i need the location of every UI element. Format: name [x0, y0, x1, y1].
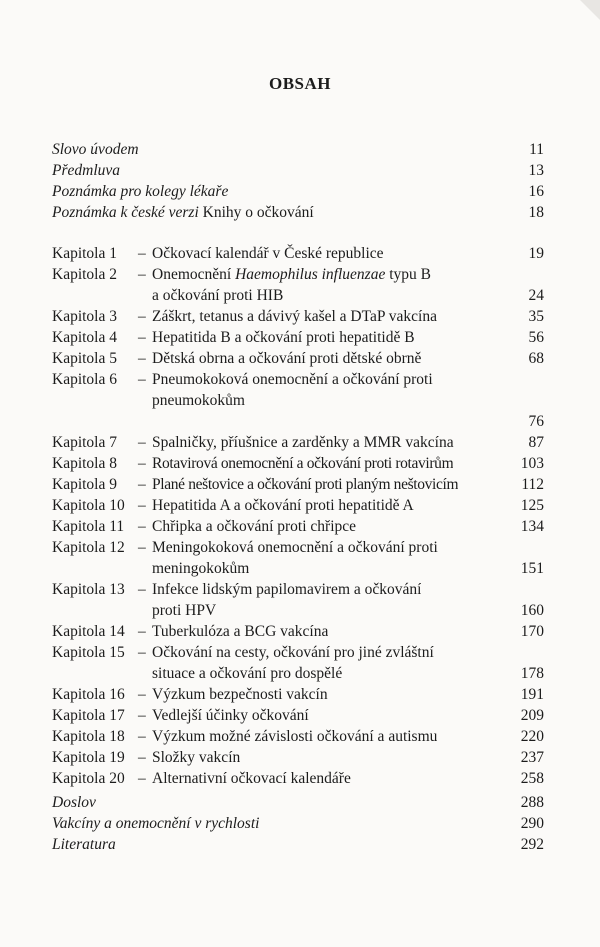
dash: – [138, 455, 146, 472]
page-number: 170 [520, 623, 544, 640]
chapter-title: Vedlejší účinky očkování [152, 707, 309, 724]
chapter-entry[interactable] [52, 621, 544, 642]
chapter-list [52, 243, 544, 789]
page-number: 220 [520, 728, 544, 745]
chapter-label: Kapitola 20 [52, 770, 125, 787]
chapter-label: Kapitola 11 [52, 518, 125, 535]
chapter-label: Kapitola 4 [52, 329, 117, 346]
toc-entry[interactable] [52, 813, 544, 834]
chapter-title-cont: proti HPV [152, 602, 217, 619]
chapter-title: Hepatitida B a očkování proti hepatitidě B [152, 329, 415, 346]
page-number: 112 [521, 476, 544, 493]
entry-title: Literatura [52, 836, 116, 853]
back-matter-list [52, 792, 544, 855]
chapter-entry[interactable] [52, 684, 544, 705]
toc-entry[interactable] [52, 139, 544, 160]
dash: – [138, 728, 146, 745]
page-number: 76 [528, 413, 544, 430]
chapter-title-cont: pneumokokům [152, 392, 245, 409]
page-number: 56 [528, 329, 544, 346]
page-number: 13 [528, 162, 544, 179]
chapter-entry[interactable] [52, 432, 544, 453]
chapter-label: Kapitola 6 [52, 371, 117, 388]
chapter-entry[interactable] [52, 369, 544, 432]
chapter-label: Kapitola 15 [52, 644, 125, 661]
page-number: 178 [520, 665, 544, 682]
chapter-entry[interactable] [52, 264, 544, 306]
dash: – [138, 581, 146, 598]
dash: – [138, 434, 146, 451]
front-matter-list [52, 139, 544, 223]
chapter-entry[interactable] [52, 726, 544, 747]
page-number: 237 [520, 749, 544, 766]
chapter-entry[interactable] [52, 705, 544, 726]
dash: – [138, 245, 146, 262]
chapter-entry[interactable] [52, 537, 544, 579]
dash: – [138, 371, 146, 388]
page-number: 87 [528, 434, 544, 451]
chapter-entry[interactable] [52, 516, 544, 537]
dash: – [138, 770, 146, 787]
chapter-title: Infekce lidským papilomavirem a očkování [152, 581, 422, 598]
chapter-title: Očkovací kalendář v České republice [152, 245, 384, 262]
chapter-label: Kapitola 7 [52, 434, 117, 451]
chapter-label: Kapitola 5 [52, 350, 117, 367]
chapter-title: Složky vakcín [152, 749, 241, 766]
entry-title: Doslov [52, 794, 96, 811]
page-number: 292 [520, 836, 544, 853]
chapter-entry[interactable] [52, 327, 544, 348]
chapter-label: Kapitola 16 [52, 686, 125, 703]
chapter-title-cont: a očkování proti HIB [152, 287, 284, 304]
chapter-label: Kapitola 18 [52, 728, 125, 745]
page-number: 258 [520, 770, 544, 787]
page-number: 191 [520, 686, 544, 703]
page-number: 35 [528, 308, 544, 325]
toc-entry[interactable] [52, 834, 544, 855]
entry-title-rest: Knihy o očkování [198, 204, 314, 221]
chapter-title: Meningokoková onemocnění a očkování proti [152, 539, 438, 556]
chapter-title: Pneumokoková onemocnění a očkování proti [152, 371, 433, 388]
entry-title: Vakcíny a onemocnění v rychlosti [52, 815, 260, 832]
page-number: 209 [520, 707, 544, 724]
dash: – [138, 749, 146, 766]
dash: – [138, 350, 146, 367]
chapter-label: Kapitola 2 [52, 266, 117, 283]
dash: – [138, 476, 146, 493]
chapter-title: Chřipka a očkování proti chřipce [152, 518, 357, 535]
chapter-title: Záškrt, tetanus a dávivý kašel a DTaP vakcína [152, 308, 437, 325]
chapter-title-cont: situace a očkování pro dospělé [152, 665, 343, 682]
toc-entry[interactable] [52, 792, 544, 813]
chapter-label: Kapitola 10 [52, 497, 125, 514]
chapter-title-italic: Haemophilus influenzae [235, 266, 386, 283]
page-number: 24 [528, 287, 544, 304]
chapter-label: Kapitola 19 [52, 749, 125, 766]
page-number: 18 [528, 204, 544, 221]
chapter-title: Rotavirová onemocnění a očkování proti rotavirům [152, 455, 454, 472]
chapter-entry[interactable] [52, 579, 544, 621]
chapter-title: Výzkum bezpečnosti vakcín [152, 686, 328, 703]
chapter-title: Dětská obrna a očkování proti dětské obrně [152, 350, 422, 367]
chapter-label: Kapitola 1 [52, 245, 117, 262]
dash: – [138, 266, 146, 283]
chapter-entry[interactable] [52, 768, 544, 789]
page-number: 134 [520, 518, 544, 535]
dash: – [138, 707, 146, 724]
page-number: 16 [528, 183, 544, 200]
chapter-entry[interactable] [52, 306, 544, 327]
chapter-title: Výzkum možné závislosti očkování a autismu [152, 728, 438, 745]
chapter-title-part: Onemocnění [152, 266, 236, 283]
dash: – [138, 329, 146, 346]
chapter-title-part: typu B [385, 266, 431, 283]
chapter-entry[interactable] [52, 474, 544, 495]
chapter-entry[interactable] [52, 495, 544, 516]
dash: – [138, 686, 146, 703]
page-number: 68 [528, 350, 544, 367]
chapter-label: Kapitola 8 [52, 455, 117, 472]
page-number: 19 [528, 245, 544, 262]
chapter-entry[interactable] [52, 453, 544, 474]
page-corner [580, 0, 600, 20]
chapter-label: Kapitola 3 [52, 308, 117, 325]
entry-title-italic: Poznámka k české verzi [52, 204, 199, 221]
toc-entry[interactable] [52, 160, 544, 181]
chapter-entry[interactable] [52, 243, 544, 264]
toc-entry[interactable] [52, 181, 544, 202]
chapter-label: Kapitola 17 [52, 707, 125, 724]
page-number: 125 [520, 497, 544, 514]
chapter-label: Kapitola 14 [52, 623, 125, 640]
chapter-title-cont: meningokokům [152, 560, 250, 577]
page-number: 103 [520, 455, 544, 472]
page-number: 151 [520, 560, 544, 577]
chapter-title: Očkování na cesty, očkování pro jiné zvláštní [152, 644, 434, 661]
chapter-label: Kapitola 13 [52, 581, 125, 598]
dash: – [138, 497, 146, 514]
page-number: 160 [520, 602, 544, 619]
chapter-entry[interactable] [52, 348, 544, 369]
toc-entry[interactable] [52, 202, 544, 223]
entry-title: Předmluva [52, 162, 121, 179]
chapter-title: Alternativní očkovací kalendáře [152, 770, 351, 787]
page-number: 290 [520, 815, 544, 832]
page-number: 11 [529, 141, 544, 158]
chapter-entry[interactable] [52, 747, 544, 768]
chapter-title: Hepatitida A a očkování proti hepatitidě A [152, 497, 414, 514]
entry-title: Slovo úvodem [52, 141, 139, 158]
dash: – [138, 644, 146, 661]
chapter-title: Plané neštovice a očkování proti planým neštovicím [152, 476, 459, 493]
dash: – [138, 518, 146, 535]
chapter-label: Kapitola 12 [52, 539, 125, 556]
chapter-title: Spalničky, příušnice a zarděnky a MMR vakcína [152, 434, 454, 451]
page-title: OBSAH [268, 74, 332, 93]
page-number: 288 [520, 794, 544, 811]
chapter-title: Tuberkulóza a BCG vakcína [152, 623, 329, 640]
chapter-entry[interactable] [52, 642, 544, 684]
dash: – [138, 539, 146, 556]
entry-title: Poznámka pro kolegy lékaře [52, 183, 229, 200]
chapter-label: Kapitola 9 [52, 476, 117, 493]
dash: – [138, 308, 146, 325]
dash: – [138, 623, 146, 640]
